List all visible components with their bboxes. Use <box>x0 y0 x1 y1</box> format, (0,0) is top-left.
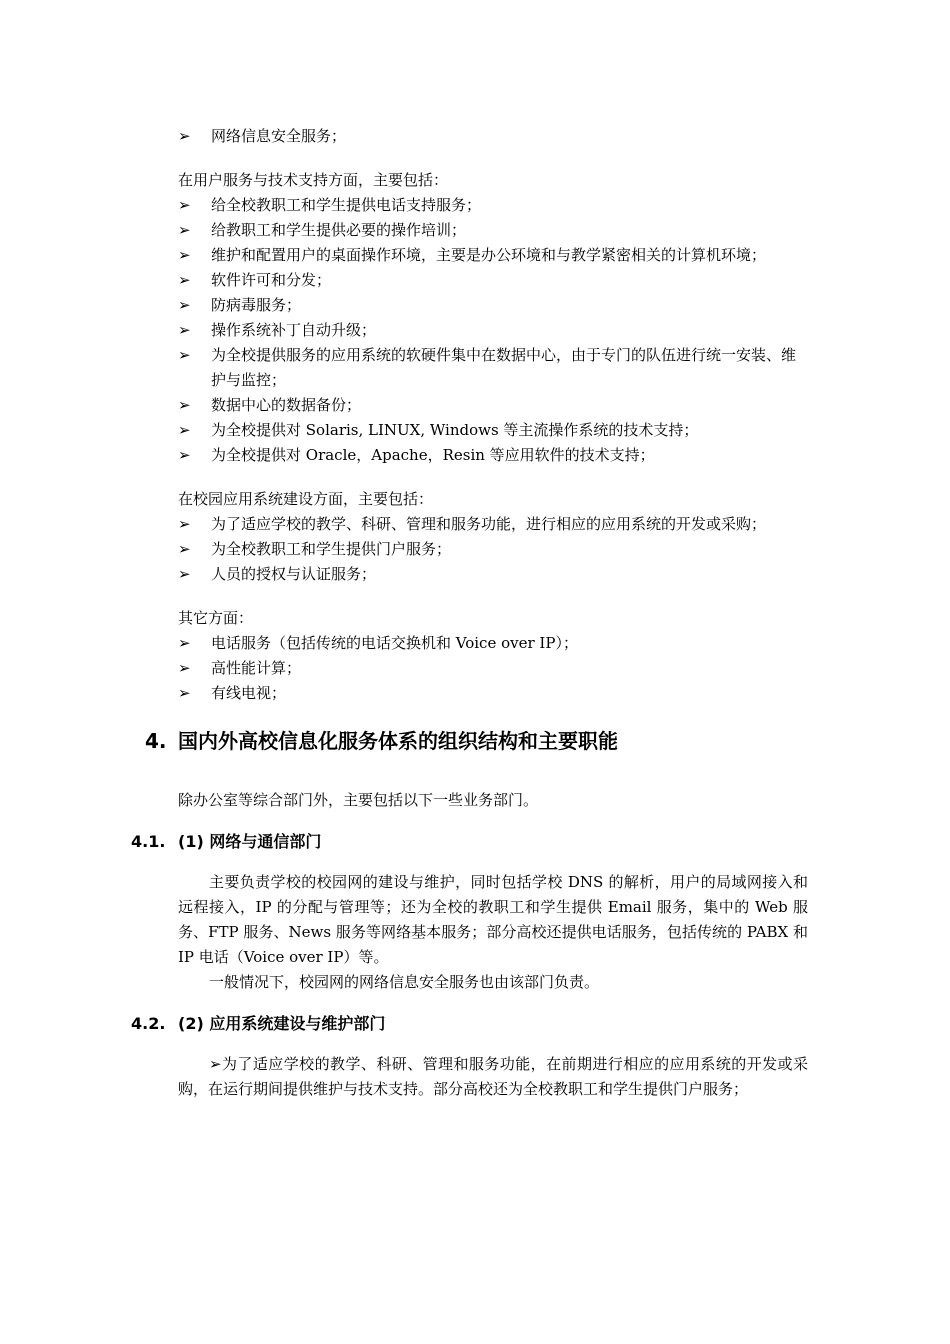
list-item-text: 网络信息安全服务； <box>211 127 347 145</box>
list-item <box>178 443 808 468</box>
list-item-text: 高性能计算； <box>211 659 302 677</box>
list-item-text: 操作系统补丁自动升级； <box>211 321 377 339</box>
bullet-arrow-icon: ➢ <box>178 421 191 439</box>
list-item <box>178 343 808 393</box>
list-item-text: 有线电视； <box>211 684 287 702</box>
list-item-text: 给教职工和学生提供必要的操作培训； <box>211 221 467 239</box>
bullet-arrow-icon: ➢ <box>178 446 191 464</box>
list-item <box>178 631 808 656</box>
list-item <box>178 537 808 562</box>
bullet-arrow-icon: ➢ <box>178 246 191 264</box>
list-item <box>178 318 808 343</box>
bullet-arrow-icon: ➢ <box>178 565 191 583</box>
other-intro: 其它方面： <box>178 609 254 627</box>
bullet-arrow-icon: ➢ <box>178 515 191 533</box>
bullet-arrow-icon: ➢ <box>178 271 191 289</box>
section-number: 4.2. <box>131 1014 166 1033</box>
list-item-text: 为了适应学校的教学、科研、管理和服务功能，进行相应的应用系统的开发或采购； <box>211 515 767 533</box>
bullet-arrow-icon: ➢ <box>178 396 191 414</box>
other-list <box>178 631 808 706</box>
list-item <box>178 193 808 218</box>
list-item <box>178 562 808 587</box>
bullet-arrow-icon: ➢ <box>178 196 191 214</box>
section-title: (2) 应用系统建设与维护部门 <box>178 1014 386 1033</box>
bullet-arrow-icon: ➢ <box>178 540 191 558</box>
section-number: 4.1. <box>131 832 166 851</box>
section-title: 国内外高校信息化服务体系的组织结构和主要职能 <box>178 729 618 753</box>
list-item-text: 防病毒服务； <box>211 296 302 314</box>
paragraph: ➢为了适应学校的教学、科研、管理和服务功能，在前期进行相应的应用系统的开发或采购，在运行期间提供维护与技术支持。部分高校还为全校教职工和学生提供门户服务； <box>178 1055 808 1098</box>
list-item <box>178 656 808 681</box>
list-item <box>178 218 808 243</box>
bullet-arrow-icon: ➢ <box>178 321 191 339</box>
list-item <box>178 512 808 537</box>
list-item-text: 为全校教职工和学生提供门户服务； <box>211 540 452 558</box>
list-item <box>178 124 808 149</box>
list-item-text: 人员的授权与认证服务； <box>211 565 377 583</box>
list-item <box>178 393 808 418</box>
section-title: (1) 网络与通信部门 <box>178 832 322 851</box>
section-4-1-heading <box>131 829 808 854</box>
user-service-intro: 在用户服务与技术支持方面，主要包括： <box>178 171 449 189</box>
list-item-text: 数据中心的数据备份； <box>211 396 362 414</box>
bullet-arrow-icon: ➢ <box>178 296 191 314</box>
list-item-text: 维护和配置用户的桌面操作环境，主要是办公环境和与教学紧密相关的计算机环境； <box>211 246 767 264</box>
bullet-arrow-icon: ➢ <box>178 346 191 364</box>
list-item <box>178 293 808 318</box>
section-4-intro: 除办公室等综合部门外，主要包括以下一些业务部门。 <box>178 791 539 809</box>
section-number: 4. <box>145 729 167 753</box>
paragraph: 一般情况下，校园网的网络信息安全服务也由该部门负责。 <box>209 973 600 991</box>
campus-app-list <box>178 512 808 587</box>
bullet-arrow-icon: ➢ <box>178 221 191 239</box>
campus-app-intro: 在校园应用系统建设方面，主要包括： <box>178 490 434 508</box>
list-item-text: 为全校提供对 Solaris, LINUX, Windows 等主流操作系统的技术支持； <box>211 421 699 439</box>
section-4-2-heading <box>131 1011 808 1036</box>
section-4-heading <box>145 726 808 756</box>
bullet-arrow-icon: ➢ <box>178 684 191 702</box>
list-item-text: 给全校教职工和学生提供电话支持服务； <box>211 196 482 214</box>
bullet-arrow-icon: ➢ <box>178 127 191 145</box>
bullet-arrow-icon: ➢ <box>178 634 191 652</box>
page-content <box>131 124 808 1102</box>
paragraph: 主要负责学校的校园网的建设与维护，同时包括学校 DNS 的解析，用户的局域网接入和远程接入，IP 的分配与管理等；还为全校的教职工和学生提供 Email 服务，集中的 Web 服务、FTP 服务、News 服务等网络基本服务；部分高校还提供电话服务，包括传统的 PABX 和 IP 电话（Voice over IP）等。 <box>178 873 808 966</box>
list-item-text: 电话服务（包括传统的电话交换机和 Voice over IP）； <box>211 634 578 652</box>
list-item <box>178 268 808 293</box>
list-item <box>178 243 808 268</box>
bullet-arrow-icon: ➢ <box>178 659 191 677</box>
list-item-text: 为全校提供服务的应用系统的软硬件集中在数据中心，由于专门的队伍进行统一安装、维护与监控； <box>211 346 797 389</box>
list-item-text: 软件许可和分发； <box>211 271 332 289</box>
list-item <box>178 418 808 443</box>
list-item-text: 为全校提供对 Oracle，Apache，Resin 等应用软件的技术支持； <box>211 446 655 464</box>
user-service-list <box>178 193 808 468</box>
list-item <box>178 681 808 706</box>
